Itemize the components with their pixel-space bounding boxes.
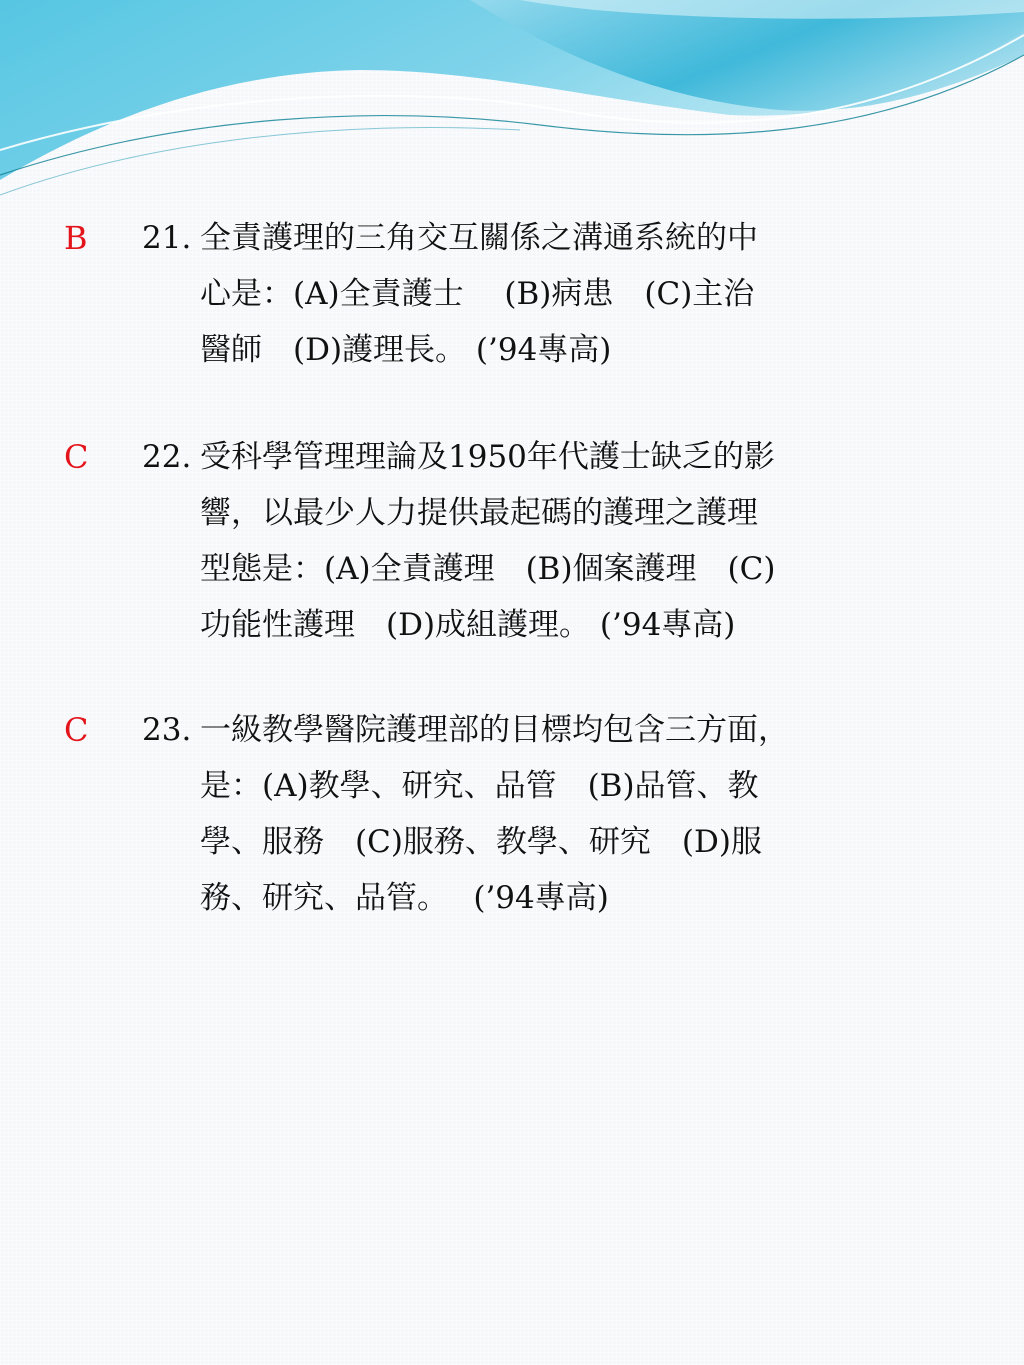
answer-key: B bbox=[64, 219, 88, 257]
question-number: 21. bbox=[142, 220, 192, 256]
answer-key: C bbox=[64, 711, 89, 749]
question-text-line: 是：(A)教學、研究、品管 (B)品管、教 bbox=[200, 768, 759, 804]
question-number: 22. bbox=[142, 439, 192, 475]
question-text-line: 全責護理的三角交互關係之溝通系統的中 bbox=[200, 220, 758, 256]
question-text-line: 受科學管理理論及1950年代護士缺乏的影 bbox=[200, 439, 775, 475]
question-text-line: 醫師 (D)護理長。 (’94專高) bbox=[200, 332, 612, 368]
question-text-line: 型態是：(A)全責護理 (B)個案護理 (C) bbox=[200, 551, 776, 587]
answer-key: C bbox=[64, 438, 89, 476]
question-text-line: 學、服務 (C)服務、教學、研究 (D)服 bbox=[200, 824, 762, 860]
question-text-line: 功能性護理 (D)成組護理。 (’94專高) bbox=[200, 607, 736, 643]
question-text-line: 心是：(A)全責護士 (B)病患 (C)主治 bbox=[200, 276, 755, 312]
question-text-line: 響，以最少人力提供最起碼的護理之護理 bbox=[200, 495, 758, 531]
question-text-line: 一級教學醫院護理部的目標均包含三方面， bbox=[200, 712, 789, 748]
question-text-line: 務、研究、品管。 (’94專高) bbox=[200, 880, 609, 916]
question-number: 23. bbox=[142, 712, 192, 748]
